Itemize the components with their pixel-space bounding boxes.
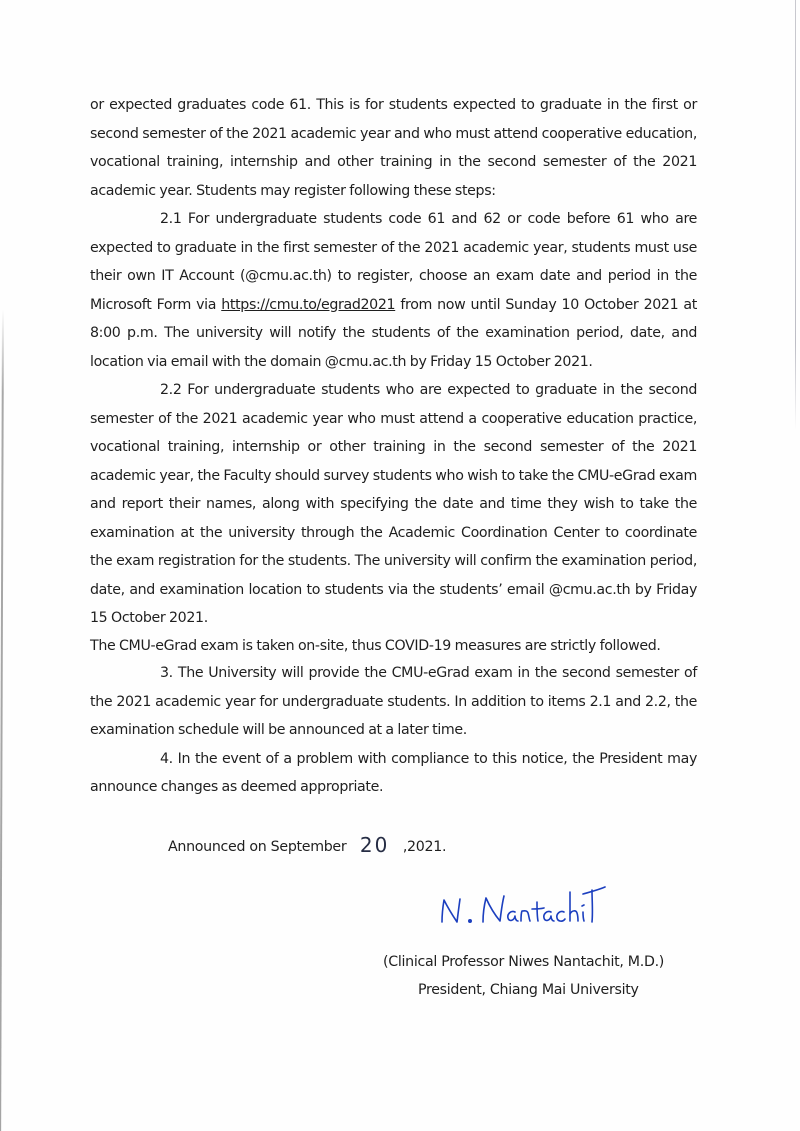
paragraph-item-4: 4. In the event of a problem with compliance to this notice, the President may announce changes as deemed appropriate. xyxy=(90,750,697,795)
scan-edge-right xyxy=(795,0,796,430)
item-2-1-text-before-link: 2.1 For undergraduate students code 61 and 62 or code before 61 who are expected to graduate in the first semester of the 2021 academic year, students must use their own IT Account (@cmu.ac.th) to register, choose an exam date and period in the Microsoft Form via xyxy=(90,211,697,313)
notice-body xyxy=(90,91,697,802)
paragraph-item-2-2: 2.2 For undergraduate students who are expected to graduate in the second semester of the 2021 academic year who must attend a cooperative education practice, vocational training, internship or other training in the second semester of the 2021 academic year, the Faculty should survey students who wish to take the CMU-eGrad exam and report their names, along with specifying the date and time they wish to take the examination at the university through the Academic Coordination Center to coordinate the exam registration for the students. The university will confirm the examination period, date, and examination location to students via the students’ email @cmu.ac.th by Friday 15 October 2021. xyxy=(90,382,697,626)
item-2-1-text-after-link: from now until Sunday 10 October 2021 at 8:00 p.m. The university will notify the students of the examination period, date, and location via email with the domain @cmu.ac.th by Friday 15 October 2021. xyxy=(90,296,697,370)
announcement-date xyxy=(168,832,446,856)
signer-name: (Clinical Professor Niwes Nantachit, M.D.) xyxy=(383,954,665,970)
paragraph-covid-note: The CMU-eGrad exam is taken on-site, thus COVID-19 measures are strictly followed. xyxy=(90,637,661,654)
announcement-suffix: ,2021. xyxy=(402,839,447,855)
announcement-prefix: Announced on September xyxy=(168,839,347,855)
handwritten-day: 20 xyxy=(359,833,390,857)
paragraph-item-2-1 xyxy=(90,205,697,376)
registration-form-link[interactable]: https://cmu.to/egrad2021 xyxy=(221,296,396,313)
signature-handwritten xyxy=(438,882,608,932)
paragraph-intro-continuation: or expected graduates code 61. This is for students expected to graduate in the first or second semester of the 2021 academic year and who must attend cooperative education, vocational training, internship and other training in the second semester of the 2021 academic year. Students may register following these steps: xyxy=(90,97,697,199)
paragraph-item-3: 3. The University will provide the CMU-eGrad exam in the second semester of the 2021 academic year for undergraduate students. In addition to items 2.1 and 2.2, the examination schedule will be announced at a later time. xyxy=(90,665,697,738)
signer-title: President, Chiang Mai University xyxy=(418,982,639,998)
scan-edge-left xyxy=(0,310,4,1131)
